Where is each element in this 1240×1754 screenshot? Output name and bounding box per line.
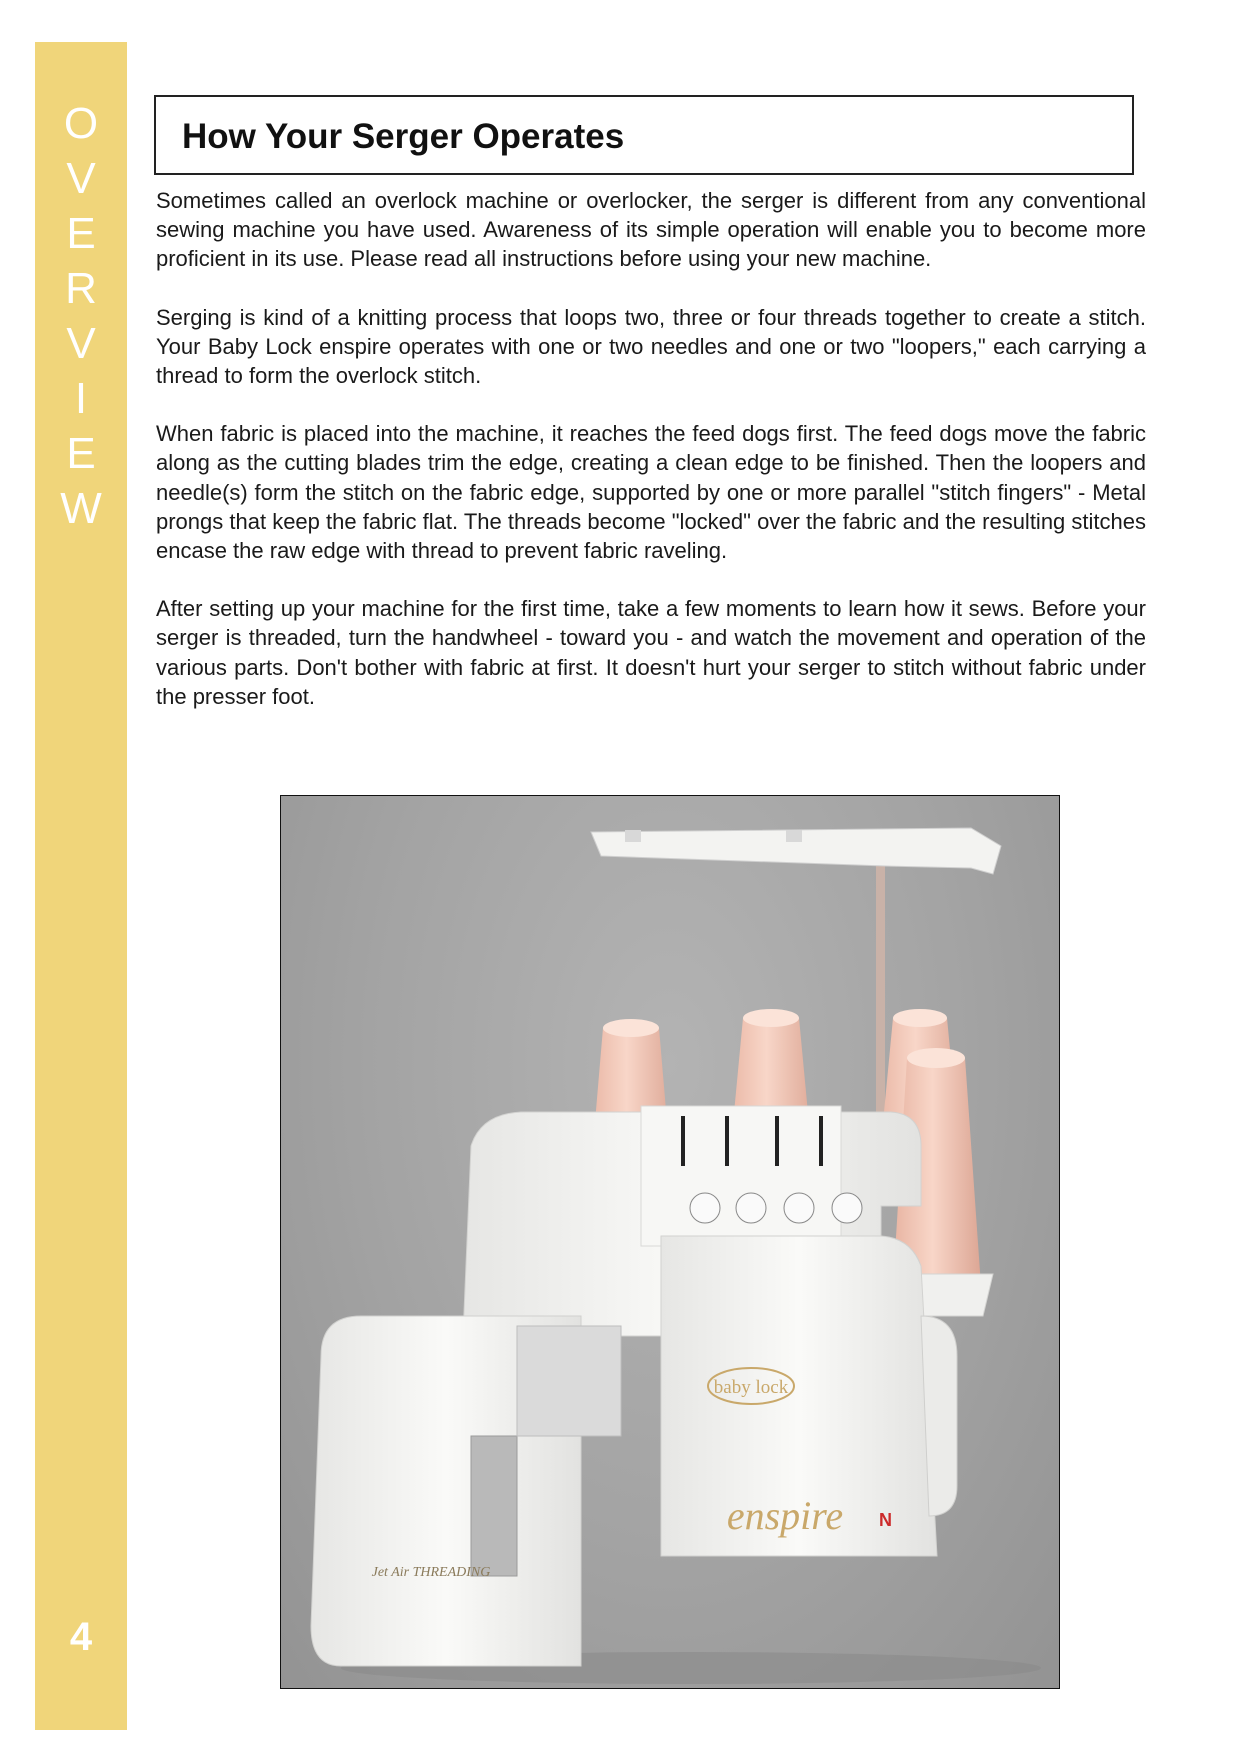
paragraph: When fabric is placed into the machine, it reaches the feed dogs first. The feed dogs move the fabric along as the cutting blades trim the edge, creating a clean edge to be finished. Then the loopers and needle(s) form the stitch on the fabric edge, supported by one or more parallel "stitch fingers" - Metal prongs that keep the fabric flat. The threads become "locked" over the fabric and the resulting stitches encase the raw edge with thread to prevent fabric raveling.	[156, 421, 1146, 564]
sidebar-letter: I	[74, 374, 88, 423]
serger-photo	[280, 795, 1060, 1689]
paragraph: Sometimes called an overlock machine or overlocker, the serger is different from any conventional sewing machine you have used. Awareness of its simple operation will enable you to become more proficient in its use. Please read all instructions before using your new machine.	[156, 188, 1146, 272]
sidebar-letter: W	[60, 484, 102, 533]
model-name: enspire	[726, 1493, 844, 1538]
body-text	[156, 186, 1146, 740]
serger-body	[311, 1106, 957, 1666]
sidebar-letter: E	[66, 209, 96, 258]
paragraph: Serging is kind of a knitting process that loops two, three or four threads together to create a stitch. Your Baby Lock enspire operates with one or two needles and one or two "loopers," each carrying a thread to form the overlock stitch.	[156, 304, 1146, 389]
section-label-vertical	[35, 96, 127, 536]
page-number: 4	[69, 1615, 93, 1659]
sidebar-letter: V	[66, 319, 96, 368]
sidebar-letter: E	[66, 429, 96, 478]
brand-badge-text: baby lock	[713, 1377, 789, 1398]
paragraph: After setting up your machine for the first time, take a few moments to learn how it sews. Before your serger is threaded, turn the handwheel - toward you - and watch the movement and operation of the various parts. Don't bother with fabric at first. It doesn't hurt your serger to stitch without fabric under the presser foot.	[156, 596, 1146, 709]
sidebar-tab	[35, 42, 127, 1730]
dial-mark: N	[879, 1510, 892, 1530]
section-title-box	[154, 95, 1134, 175]
jet-air-logo: Jet Air THREADING	[371, 1565, 491, 1580]
sidebar-letter: V	[66, 154, 96, 203]
serger-illustration	[281, 796, 1060, 1689]
sidebar-letter: O	[63, 99, 99, 148]
sidebar-letter: R	[65, 264, 97, 313]
section-title: How Your Serger Operates	[182, 117, 625, 156]
